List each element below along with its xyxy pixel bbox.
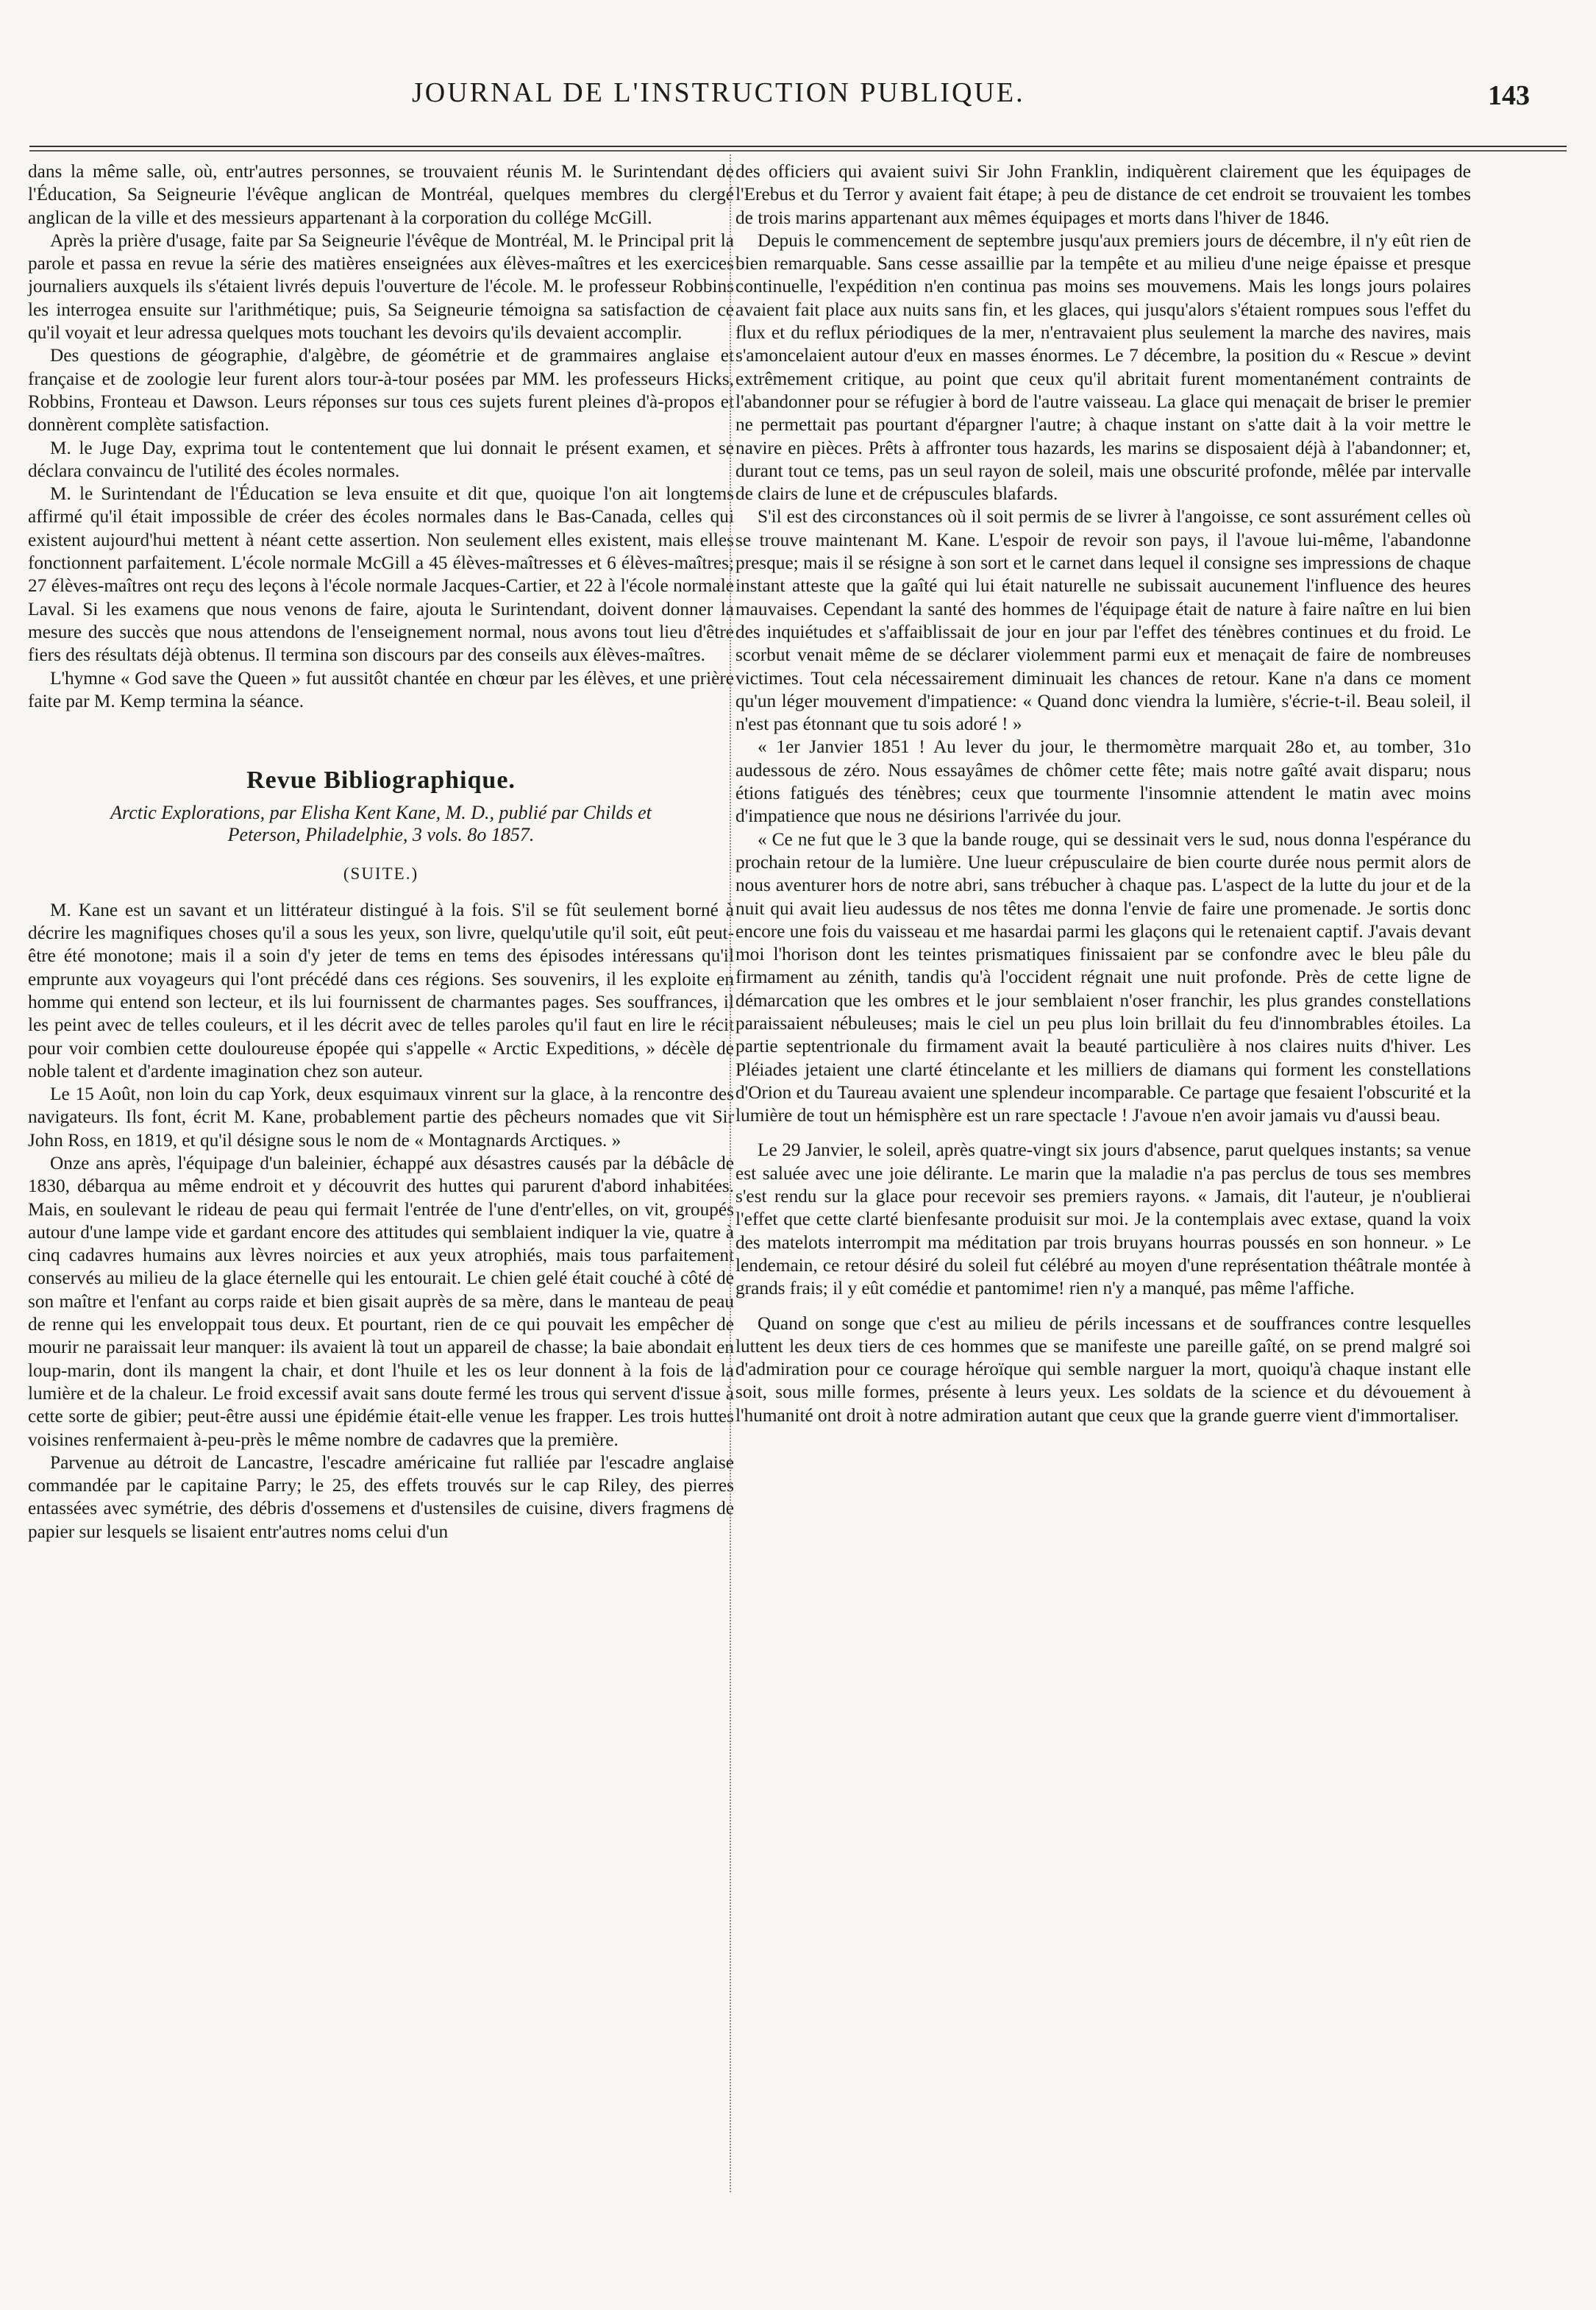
section-title: Revue Bibliographique. bbox=[246, 767, 516, 795]
left-column bbox=[28, 160, 734, 1543]
left-paragraph-7: M. Kane est un savant et un littérateur distingué à la fois. S'il se fût seulement borné à décrire les magnifiques choses qu'il a sous les yeux, son livre, quelqu'utile qu'il soit, eût peut-être été monotone; mais il a soin d'y jeter de tems en tems des épisodes intéressans qu'il emprunte aux voyageurs qui l'ont précédé dans ces régions. Ses souvenirs, il les exploite en homme qui entend son lecteur, et ils lui fournissent de charmantes pages. Ses souffrances, il les peint avec de telles couleurs, et il les décrit avec de telles paroles qu'il faut en lire le récit pour voir combien cette douloureuse épopée qui s'appelle « Arctic Expeditions, » décèle de noble talent et d'ardente imagination chez son auteur. bbox=[28, 899, 734, 1081]
page-number: 143 bbox=[1488, 80, 1530, 111]
paragraph-gap bbox=[735, 1301, 1471, 1312]
right-column bbox=[735, 160, 1471, 1427]
left-paragraph-4: M. le Juge Day, exprima tout le contentement que lui donnait le présent examen, et se déclara convaincu de l'utilité des écoles normales. bbox=[28, 437, 734, 481]
header-rule bbox=[29, 146, 1567, 152]
left-paragraph-10: Parvenue au détroit de Lancastre, l'escadre américaine fut ralliée par l'escadre anglaise commandée par le capitaine Parry; le 25, des effets trouvés sur le cap Riley, des pierres entassées avec symétrie, des débris d'ossemens et d'ustensiles de cuisine, divers fragmens de papier sur lesquels se lisaient entr'autres noms celui d'un bbox=[28, 1451, 734, 1542]
left-paragraph-8: Le 15 Août, non loin du cap York, deux esquimaux vinrent sur la glace, à la rencontre des navigateurs. Ils font, écrit M. Kane, probablement partie des pêcheurs nomades que vit Sir John Ross, en 1819, et qu'il désigne sous le nom de « Montagnards Arctiques. » bbox=[28, 1084, 734, 1151]
left-paragraph-6: L'hymne « God save the Queen » fut aussitôt chantée en chœur par les élèves, et une prière faite par M. Kemp termina la séance. bbox=[28, 667, 734, 711]
right-paragraph-5: « Ce ne fut que le 3 que la bande rouge, qui se dessinait vers le sud, nous donna l'espérance du prochain retour de la lumière. Une lueur crépusculaire de bien courte durée nous permit alors de nous aventurer hors de notre abri, sans trébucher à chaque pas. L'aspect de la lutte du jour et de la nuit qui avait lieu audessus de nos têtes me donna l'envie de faire une promenade. Je sortis donc encore une fois du vaisseau et me hasardai parmi les glaçons qui le retenaient captif. J'avais devant moi l'horison dont les teintes prismatiques finissaient par se confondre avec le bleu pâle du firmament au zénith, tandis qu'à l'occident régnait une nuit profonde. Près de cette ligne de démarcation que les ombres et le jour semblaient n'oser franchir, les plus grandes constellations paraissaient nébuleuses; mais le ciel un peu plus loin brillait du feu d'innombrables étoiles. La partie septentrionale du firmament avait la beauté particulière à nos claires nuits d'hiver. Les Pléiades jetaient une clarté étincelante et les milliers de diamans qui forment les constellations d'Orion et du Taureau avaient une splendeur incomparable. Ce partage que fesaient l'obscurité et la lumière de tout un hémisphère est un rare spectacle ! J'avoue n'en avoir jamais vu d'aussi beau. bbox=[735, 828, 1471, 1126]
right-paragraph-4: « 1er Janvier 1851 ! Au lever du jour, le thermomètre marquait 28o et, au tomber, 31o audessous de zéro. Nous essayâmes de chômer cette fête; mais notre gaîté avait disparu; nous étions fatigués des ténèbres; ceux que tourmente l'insomnie attendent le matin avec moins d'impatience que nous ne désirions l'arrivée du jour. bbox=[735, 736, 1471, 827]
left-paragraph-9: Onze ans après, l'équipage d'un baleinier, échappé aux désastres causés par la débâcle de 1830, débarqua au même endroit et y découvrit des huttes qui parurent d'abord inhabitées. Mais, en soulevant le rideau de peau qui fermait l'entrée de l'une d'entr'elles, on vit, groupés autour d'une lampe vide et gardant encore des attitudes qui semblaient indiquer la vie, quatre à cinq cadavres humains aux lèvres noircies et aux yeux atrophiés, mais tous parfaitement conservés au milieu de la glace éternelle qui les entourait. Le chien gelé était couché à côté de son maître et l'enfant au corps raide et bien gisait auprès de sa mère, dans le manteau de peau de renne qui les enveloppait tous deux. Et pourtant, rien de ce qui pouvait les empêcher de mourir ne paraissait leur manquer: ils avaient là tout un appareil de chasse; la baie abondait en loup-marin, dont ils mangent la chair, et dont l'huile et les os leur donnent à la fois de la lumière et de la chaleur. Le froid excessif avait sans doute fermé les trous qui servent d'issue à cette sorte de gibier; peut-être aussi une épidémie était-elle venue les frapper. Les trois huttes voisines renfermaient à-peu-près le même nombre de cadavres que la première. bbox=[28, 1152, 734, 1450]
right-paragraph-2: Depuis le commencement de septembre jusqu'aux premiers jours de décembre, il n'y eût rien de bien remarquable. Sans cesse assaillie par la tempête et au milieu d'une neige épaisse et presque continuelle, l'expédition n'en continua pas moins ses mouvemens. Mais les longs jours polaires avaient fait place aux nuits sans fin, et les glaces, qui jusqu'alors s'étaient rompues sous l'effet du flux et du reflux périodiques de la mer, n'entravaient plus seulement la marche des navires, mais s'amoncelaient autour d'eux en masses énormes. Le 7 décembre, la position du « Rescue » devint extrêmement critique, au point que ceux qu'il abritait furent momentanément contraints de l'abandonner pour se réfugier à bord de l'autre vaisseau. La glace qui menaçait de briser le premier ne permettait pas pourtant d'épargner l'autre; à chaque instant on s'atte dait à la voir mettre le navire en pièces. Prêts à affronter tous hazards, les marins se disposaient déjà à l'abandonner; et, durant tout ce tems, pas un seul rayon de soleil, mais une obscurité profonde, mêlée par intervalle de clairs de lune et de crépuscules blafards. bbox=[735, 230, 1471, 505]
paragraph-gap bbox=[735, 1127, 1471, 1139]
left-paragraph-3: Des questions de géographie, d'algèbre, de géométrie et de grammaires anglaise et française et de zoologie leur furent alors tour-à-tour posées par MM. les professeurs Hicks, Robbins, Fronteau et Dawson. Leurs réponses sur tous ces sujets furent pleines d'à-propos et donnèrent complète satisfaction. bbox=[28, 345, 734, 436]
right-paragraph-3: S'il est des circonstances où il soit permis de se livrer à l'angoisse, ce sont assurément celles où se trouve maintenant M. Kane. L'espoir de revoir son pays, il l'avoue lui-même, l'abandonne presque; mais il se résigne à son sort et le carnet dans lequel il consigne ses impressions de chaque instant atteste que la gaîté qui lui était naturelle ne subissait aucunement l'influence des heures mauvaises. Cependant la santé des hommes de l'équipage était de nature à faire naître en lui bien des inquiétudes et s'affaiblissait de jour en jour par l'effet des ténèbres continues et du froid. Le scorbut venait même de se déclarer violemment parmi eux et menaçait de faire de nombreuses victimes. Tout cela nécessairement diminuait les chances de retour. Kane n'a dans ce moment qu'un léger mouvement d'impatience: « Quand donc viendra la lumière, s'écrie-t-il. Beau soleil, il n'est pas étonnant que tu sois adoré ! » bbox=[735, 506, 1471, 735]
column-divider bbox=[730, 154, 731, 2192]
left-paragraph-2: Après la prière d'usage, faite par Sa Seigneurie l'évêque de Montréal, M. le Principal prit la parole et passa en revue la série des matières enseignées aux élèves-maîtres et les exercices journaliers auxquels ils s'étaient livrés depuis l'ouverture de l'école. M. le professeur Robbins les interrogea ensuite sur l'arithmétique; puis, Sa Seigneurie témoigna sa satisfaction de ce qu'il voyait et leur adressa quelques mots touchant les devoirs qu'ils devaient accomplir. bbox=[28, 230, 734, 344]
journal-title: JOURNAL DE L'INSTRUCTION PUBLIQUE. bbox=[412, 77, 1025, 108]
running-head bbox=[29, 77, 1567, 121]
right-paragraph-7: Quand on songe que c'est au milieu de périls incessans et de souffrances contre lesquelles luttent les deux tiers de ces hommes que se manifeste une pareille gaîté, on se prend malgré soi d'admiration pour ce courage héroïque qui semble narguer la mort, quoiqu'à chaque instant elle soit, sous mille formes, présente à leurs yeux. Les soldats de la science et du dévouement à l'humanité ont droit à notre admiration autant que ceux que la grande guerre vient d'immortaliser. bbox=[735, 1312, 1471, 1426]
left-paragraph-1: dans la même salle, où, entr'autres personnes, se trouvaient réunis M. le Surintendant de l'Éducation, Sa Seigneurie l'évêque anglican de Montréal, quelques membres du clergé anglican de la ville et des messieurs appartenant à la corporation du collége McGill. bbox=[28, 161, 734, 228]
right-paragraph-1: des officiers qui avaient suivi Sir John Franklin, indiquèrent clairement que les équipages de l'Erebus et du Terror y avaient fait étape; à peu de distance de cet endroit se trouvaient les tombes de trois marins appartenant aux mêmes équipages et morts dans l'hiver de 1846. bbox=[735, 161, 1471, 228]
continued-label: (SUITE.) bbox=[343, 864, 419, 884]
right-paragraph-6: Le 29 Janvier, le soleil, après quatre-vingt six jours d'absence, parut quelques instants; sa venue est saluée avec une joie délirante. Le marin que la maladie n'a pas perclus de tous ses membres s'est rendu sur la glace pour recevoir ses premiers rayons. « Jamais, dit l'auteur, je n'oublierai l'effet que cette clarté bienfesante produisit sur moi. Je la contemplais avec extase, quand la voix des matelots interrompit ma méditation par trois bruyans hourras poussés en son honneur. » Le lendemain, ce retour désiré du soleil fut célébré au moyen d'une représentation théâtrale montée à grands frais; il y eût comédie et pantomime! rien n'y a manqué, pas même l'affiche. bbox=[735, 1140, 1471, 1299]
bibliographic-reference: Arctic Explorations, par Elisha Kent Kane, M. D., publié par Childs et Peterson, Philadelphie, 3 vols. 8o 1857. bbox=[110, 802, 652, 846]
left-paragraph-5: M. le Surintendant de l'Éducation se leva ensuite et dit que, quoique l'on ait longtems affirmé qu'il était impossible de créer des écoles normales dans le Bas-Canada, celles qui existent aujourd'hui mettent à néant cette assertion. Non seulement elles existent, mais elles fonctionnent parfaitement. L'école normale McGill a 45 élèves-maîtresses et 6 élèves-maîtres; 27 élèves-maîtres ont reçu des leçons à l'école normale Jacques-Cartier, et 22 à l'école normale Laval. Si les examens que nous venons de faire, ajouta le Surintendant, doivent donner la mesure des succès que nous attendons de l'enseignement normal, nous avons tout lieu d'être fiers des résultats déjà obtenus. Il termina son discours par des conseils aux élèves-maîtres. bbox=[28, 483, 734, 666]
